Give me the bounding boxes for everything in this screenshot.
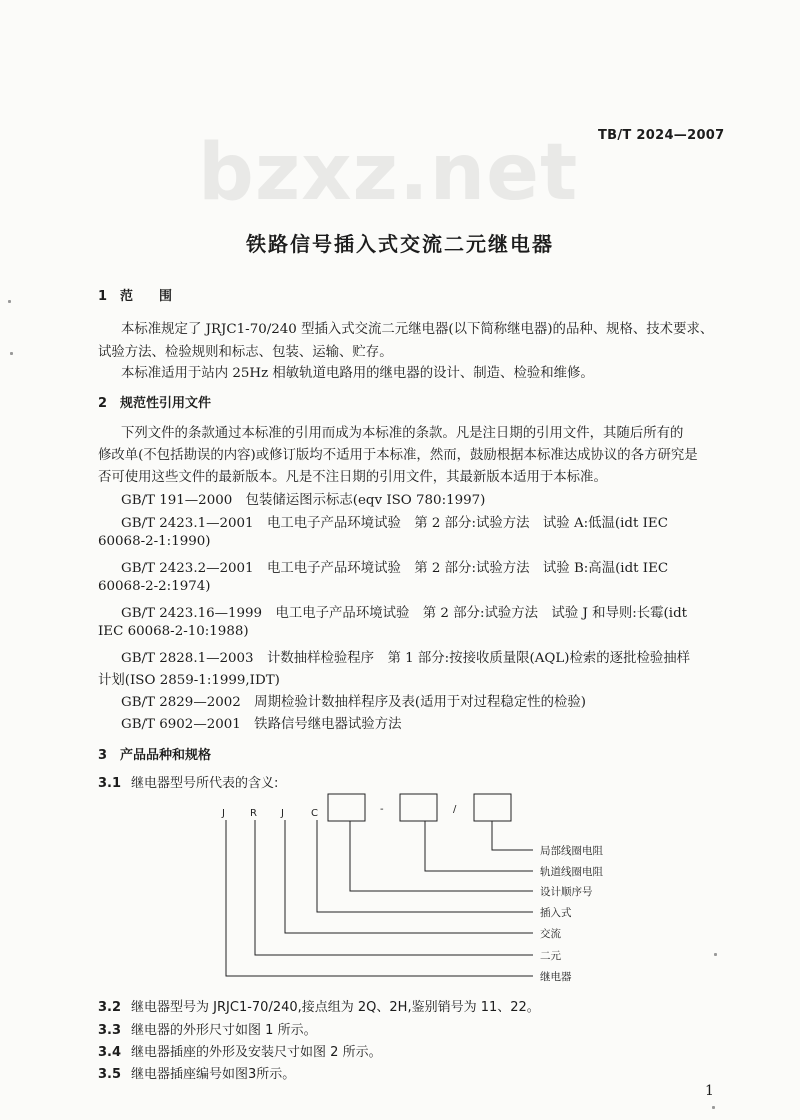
clause-text: 继电器型号为 JRJC1-70/240,接点组为 2Q、2H,鉴别销号为 11、22。 xyxy=(131,1000,540,1015)
reference-line: 60068-2-2:1974) xyxy=(98,579,211,594)
leader-line xyxy=(226,820,533,976)
clause-number: 3.1 xyxy=(98,776,122,791)
leader-line xyxy=(492,821,533,850)
leader-line xyxy=(350,821,533,891)
reference-line: GB/T 191—2000 包装储运图示标志(eqv ISO 780:1997) xyxy=(121,493,486,508)
label-plug-in: 插入式 xyxy=(540,907,572,919)
scan-speck xyxy=(714,953,717,956)
code-letter: C xyxy=(311,808,318,819)
document-title: 铁路信号插入式交流二元继电器 xyxy=(246,232,554,256)
reference-line: 60068-2-1:1990) xyxy=(98,534,211,549)
section-1-heading: 1 范 围 xyxy=(98,289,173,304)
clause-3-5 xyxy=(98,1063,295,1082)
leader-line xyxy=(425,821,533,871)
reference-line: GB/T 2423.1—2001 电工电子产品环境试验 第 2 部分:试验方法 试验 A:低温(idt IEC xyxy=(121,516,668,531)
code-slash: / xyxy=(453,804,457,815)
label-ac: 交流 xyxy=(540,928,561,940)
reference-line: GB/T 2423.2—2001 电工电子产品环境试验 第 2 部分:试验方法 试验 B:高温(idt IEC xyxy=(121,561,669,576)
clause-text: 继电器插座的外形及安装尺寸如图 2 所示。 xyxy=(131,1045,382,1060)
label-local-coil-resistance: 局部线圈电阻 xyxy=(540,845,603,857)
clause-text: 继电器型号所代表的含义: xyxy=(131,776,279,791)
box-1 xyxy=(328,794,365,821)
standard-number: TB/T 2024—2007 xyxy=(598,128,725,143)
clause-number: 3.4 xyxy=(98,1045,122,1060)
paragraph-line: 本标准适用于站内 25Hz 相敏轨道电路用的继电器的设计、制造、检验和维修。 xyxy=(121,366,594,381)
section-3-heading: 3 产品品种和规格 xyxy=(98,748,212,763)
paragraph-line: 本标准规定了 JRJC1-70/240 型插入式交流二元继电器(以下简称继电器)的品种、规格、技术要求、 xyxy=(121,322,714,337)
page-number: 1 xyxy=(705,1083,714,1099)
code-dash: - xyxy=(380,804,384,815)
code-letter: J xyxy=(222,808,225,819)
reference-line: GB/T 2829—2002 周期检验计数抽样程序及表(适用于对过程稳定性的检验) xyxy=(121,695,586,710)
code-letter: R xyxy=(250,808,257,819)
paragraph-line: 修改单(不包括勘误的内容)或修订版均不适用于本标准，然而，鼓励根据本标准达成协议的各方研究是 xyxy=(98,448,698,463)
box-2 xyxy=(400,794,437,821)
clause-text: 继电器插座编号如图3所示。 xyxy=(131,1067,296,1082)
label-track-coil-resistance: 轨道线圈电阻 xyxy=(540,866,603,878)
label-relay: 继电器 xyxy=(540,971,572,983)
reference-line: 计划(ISO 2859-1:1999,IDT) xyxy=(98,673,280,688)
box-3 xyxy=(474,794,511,821)
reference-line: IEC 60068-2-10:1988) xyxy=(98,624,249,639)
leader-line xyxy=(285,820,533,933)
clause-3-2 xyxy=(98,996,540,1015)
scan-speck xyxy=(10,352,13,355)
reference-line: GB/T 2828.1—2003 计数抽样检验程序 第 1 部分:按接收质量限(AQL)检索的逐批检验抽样 xyxy=(121,651,691,666)
code-letter: J xyxy=(281,808,284,819)
clause-number: 3.5 xyxy=(98,1067,122,1082)
scan-speck xyxy=(712,1106,715,1109)
clause-number: 3.3 xyxy=(98,1023,122,1038)
paragraph-line: 下列文件的条款通过本标准的引用而成为本标准的条款。凡是注日期的引用文件，其随后所有的 xyxy=(121,426,684,441)
clause-text: 继电器的外形尺寸如图 1 所示。 xyxy=(131,1023,317,1038)
paragraph-line: 否可使用这些文件的最新版本。凡是不注日期的引用文件，其最新版本适用于本标准。 xyxy=(98,470,607,485)
section-2-heading: 2 规范性引用文件 xyxy=(98,396,212,411)
label-two-element: 二元 xyxy=(540,950,561,962)
reference-line: GB/T 6902—2001 铁路信号继电器试验方法 xyxy=(121,717,402,732)
watermark: bzxz.net xyxy=(198,128,579,218)
label-design-sequence: 设计顺序号 xyxy=(540,886,593,898)
leader-line xyxy=(255,820,533,955)
clause-number: 3.2 xyxy=(98,1000,122,1015)
reference-line: GB/T 2423.16—1999 电工电子产品环境试验 第 2 部分:试验方法 试验 J 和导则:长霉(idt xyxy=(121,606,688,621)
scan-speck xyxy=(8,300,11,303)
clause-3-3 xyxy=(98,1019,317,1038)
clause-3-4 xyxy=(98,1041,382,1060)
paragraph-line: 试验方法、检验规则和标志、包装、运输、贮存。 xyxy=(98,345,393,360)
